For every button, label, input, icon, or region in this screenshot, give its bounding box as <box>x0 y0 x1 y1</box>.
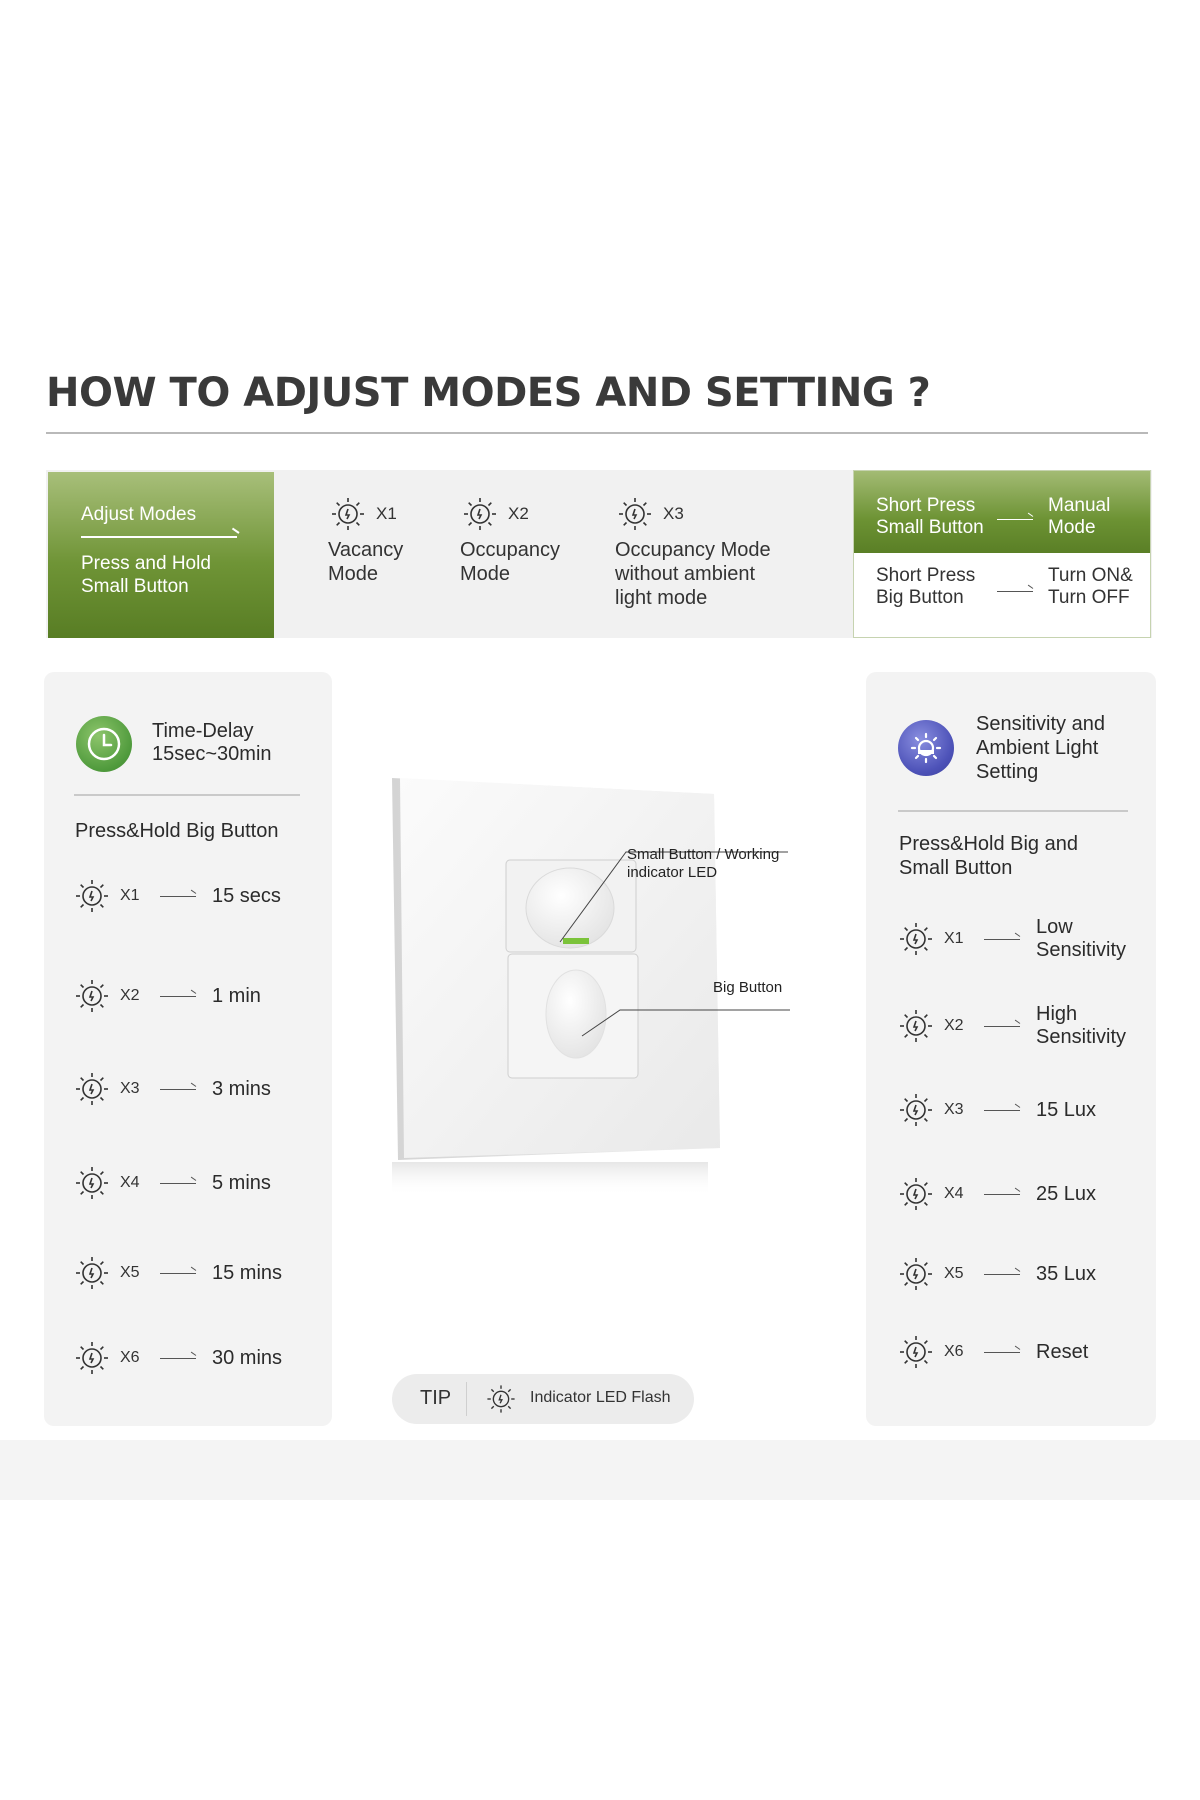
sensitivity-value: Reset <box>1036 1340 1089 1363</box>
time-delay-value: 1 min <box>212 984 261 1007</box>
mode-count: X1 <box>376 504 397 523</box>
time-delay-value: 5 mins <box>212 1171 271 1194</box>
led-flash-icon <box>484 1382 518 1416</box>
tip-pill <box>392 1374 694 1424</box>
title-divider <box>46 432 1148 434</box>
led-flash-icon <box>896 1174 936 1214</box>
led-flash-icon <box>72 976 112 1016</box>
panel-divider <box>74 794 300 796</box>
led-flash-icon <box>460 494 500 534</box>
list-item <box>896 1254 1096 1294</box>
list-item <box>896 916 1136 962</box>
list-item <box>896 1174 1096 1214</box>
time-delay-value: 15 secs <box>212 884 281 907</box>
arrow-right-icon <box>984 939 1020 940</box>
mode-desc: Occupancy Mode <box>460 539 561 585</box>
mode-item-occupancy-no-ambient <box>615 494 785 610</box>
flash-count: X3 <box>944 1101 964 1118</box>
bottom-band <box>0 1440 1200 1500</box>
flash-count: X5 <box>944 1265 964 1282</box>
list-item <box>72 876 281 916</box>
list-item <box>72 976 261 1016</box>
plate-reflection <box>392 1162 708 1196</box>
arrow-right-icon <box>984 1194 1020 1195</box>
time-delay-value: 15 mins <box>212 1261 283 1284</box>
short-press-table <box>853 470 1151 638</box>
arrow-right-icon <box>160 996 196 997</box>
tip-separator <box>466 1382 467 1416</box>
mode-desc: Occupancy Mode without ambient light mode <box>615 539 771 609</box>
list-item <box>896 1332 1088 1372</box>
flash-count: X3 <box>120 1080 140 1097</box>
short-press-small-result: Manual Mode <box>1048 495 1111 538</box>
led-flash-icon <box>72 1069 112 1109</box>
sensitivity-panel <box>866 672 1156 1426</box>
sensitivity-value: 25 Lux <box>1036 1182 1097 1205</box>
flash-count: X2 <box>120 987 140 1004</box>
adjust-modes-box <box>48 472 274 638</box>
flash-count: X4 <box>944 1185 964 1202</box>
list-item <box>72 1069 271 1109</box>
flash-count: X1 <box>120 887 140 904</box>
indicator-led <box>563 938 589 944</box>
arrow-right-icon <box>160 1273 196 1274</box>
sensitivity-value: 15 Lux <box>1036 1098 1097 1121</box>
tip-label: TIP <box>420 1387 452 1409</box>
flash-count: X6 <box>120 1349 140 1366</box>
panel-divider <box>898 810 1128 812</box>
time-delay-instruction: Press&Hold Big Button <box>75 820 279 842</box>
sun-icon <box>898 720 954 776</box>
arrow-right-icon <box>160 896 196 897</box>
short-press-big-action: Short Press Big Button <box>876 565 976 608</box>
flash-count: X2 <box>944 1017 964 1034</box>
mode-count: X2 <box>508 504 529 523</box>
time-delay-value: 30 mins <box>212 1346 283 1369</box>
page-title: HOW TO ADJUST MODES AND SETTING ? <box>46 370 931 416</box>
flash-count: X4 <box>120 1174 140 1191</box>
mode-item-occupancy <box>460 494 570 586</box>
list-item <box>72 1338 282 1378</box>
flash-count: X1 <box>944 930 964 947</box>
adjust-modes-action: Press and Hold Small Button <box>81 553 211 597</box>
sensitivity-value: High Sensitivity <box>1036 1003 1127 1048</box>
big-button-callout: Big Button <box>713 979 783 996</box>
time-delay-title: Time-Delay 15sec~30min <box>152 720 272 765</box>
arrow-right-icon <box>160 1089 196 1090</box>
flash-count: X5 <box>120 1264 140 1281</box>
short-press-small-row <box>854 471 1150 553</box>
list-item <box>896 1090 1096 1130</box>
clock-icon <box>76 716 132 772</box>
arrow-right-icon <box>160 1183 196 1184</box>
arrow-right-icon <box>997 591 1033 592</box>
led-flash-icon <box>896 1254 936 1294</box>
sensitivity-value: 35 Lux <box>1036 1262 1097 1285</box>
arrow-right-icon <box>81 536 237 538</box>
time-delay-value: 3 mins <box>212 1077 271 1100</box>
sensor-lens <box>526 868 614 948</box>
time-delay-panel <box>44 672 332 1426</box>
list-item <box>896 1003 1136 1049</box>
mode-item-vacancy <box>328 494 428 586</box>
sensitivity-title: Sensitivity and Ambient Light Setting <box>976 713 1105 783</box>
list-item <box>72 1253 282 1293</box>
sensitivity-instruction: Press&Hold Big and Small Button <box>899 833 1078 879</box>
arrow-right-icon <box>160 1358 196 1359</box>
led-flash-icon <box>896 1090 936 1130</box>
led-flash-icon <box>896 919 936 959</box>
list-item <box>72 1163 271 1203</box>
led-flash-icon <box>72 876 112 916</box>
short-press-small-action: Short Press Small Button <box>876 495 984 538</box>
tip-text: Indicator LED Flash <box>530 1389 671 1406</box>
arrow-right-icon <box>984 1110 1020 1111</box>
led-flash-icon <box>328 494 368 534</box>
arrow-right-icon <box>984 1274 1020 1275</box>
led-flash-icon <box>72 1253 112 1293</box>
led-flash-icon <box>896 1332 936 1372</box>
led-flash-icon <box>896 1006 936 1046</box>
mode-count: X3 <box>663 504 684 523</box>
led-flash-icon <box>615 494 655 534</box>
arrow-right-icon <box>984 1352 1020 1353</box>
arrow-right-icon <box>997 519 1033 520</box>
short-press-big-result: Turn ON& Turn OFF <box>1048 565 1133 608</box>
led-flash-icon <box>72 1163 112 1203</box>
flash-count: X6 <box>944 1343 964 1360</box>
arrow-right-icon <box>984 1026 1020 1027</box>
small-button-callout: Small Button / Working indicator LED <box>627 846 780 881</box>
big-button-dome <box>546 970 606 1058</box>
sensitivity-value: Low Sensitivity <box>1036 916 1127 961</box>
led-flash-icon <box>72 1338 112 1378</box>
mode-desc: Vacancy Mode <box>328 539 404 585</box>
adjust-modes-label: Adjust Modes <box>81 504 197 525</box>
